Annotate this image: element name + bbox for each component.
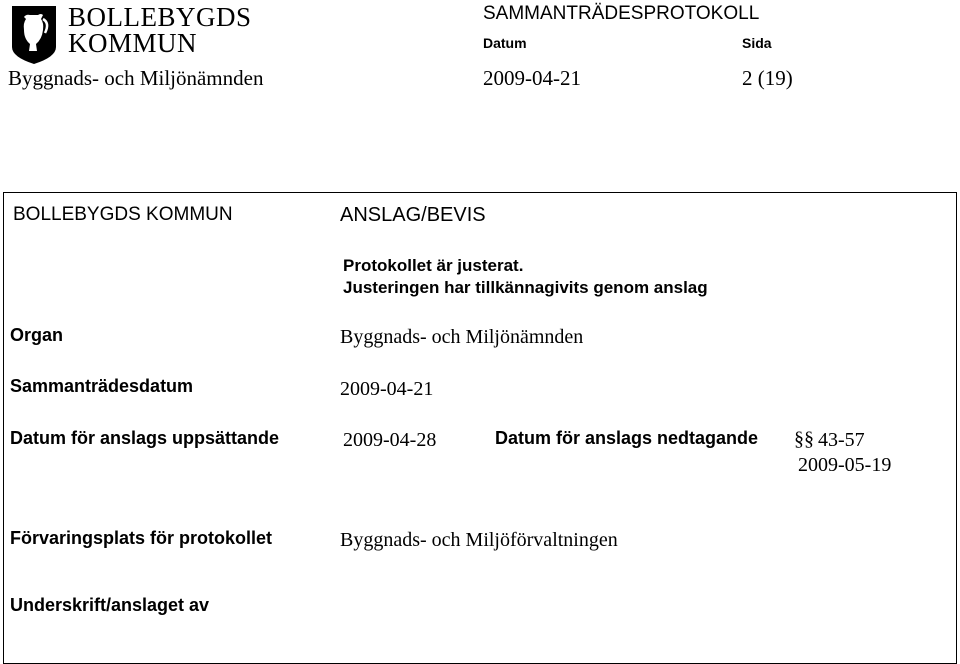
- logo-text-line1: BOLLEBYGDS: [68, 2, 252, 32]
- storage-value: Byggnads- och Miljöförvaltningen: [340, 529, 618, 551]
- posted-date-value: 2009-04-28: [343, 429, 437, 451]
- paragraphs-value: 43-57: [818, 429, 865, 451]
- meeting-date-value: 2009-04-21: [340, 378, 434, 400]
- posted-date-label: Datum för anslags uppsättande: [10, 428, 280, 448]
- justified-notice: Justeringen har tillkännagivits genom anslag: [343, 278, 708, 297]
- organ-value: Byggnads- och Miljönämnden: [340, 326, 584, 348]
- signature-label: Underskrift/anslaget av: [10, 595, 210, 615]
- page-label: Sida: [742, 35, 772, 51]
- storage-label: Förvaringsplats för protokollet: [10, 528, 273, 548]
- form-title: ANSLAG/BEVIS: [340, 204, 486, 226]
- organization-name: BOLLEBYGDS KOMMUN: [13, 204, 233, 225]
- logo-text-line2: KOMMUN: [68, 28, 198, 58]
- municipality-emblem-icon: [10, 5, 58, 65]
- committee-name: Byggnads- och Miljönämnden: [8, 66, 264, 90]
- date-label: Datum: [483, 35, 527, 51]
- document-type: SAMMANTRÄDESPROTOKOLL: [483, 3, 760, 24]
- justified-statement: Protokollet är justerat.: [343, 256, 524, 275]
- removed-date-value: 2009-05-19: [798, 454, 892, 476]
- page-number: 2 (19): [742, 66, 793, 90]
- meeting-date-label: Sammanträdesdatum: [10, 376, 194, 396]
- meeting-date: 2009-04-21: [483, 66, 581, 90]
- section-sign-icon: §§: [794, 428, 814, 450]
- removed-date-label: Datum för anslags nedtagande: [495, 428, 759, 448]
- organ-label: Organ: [10, 325, 64, 345]
